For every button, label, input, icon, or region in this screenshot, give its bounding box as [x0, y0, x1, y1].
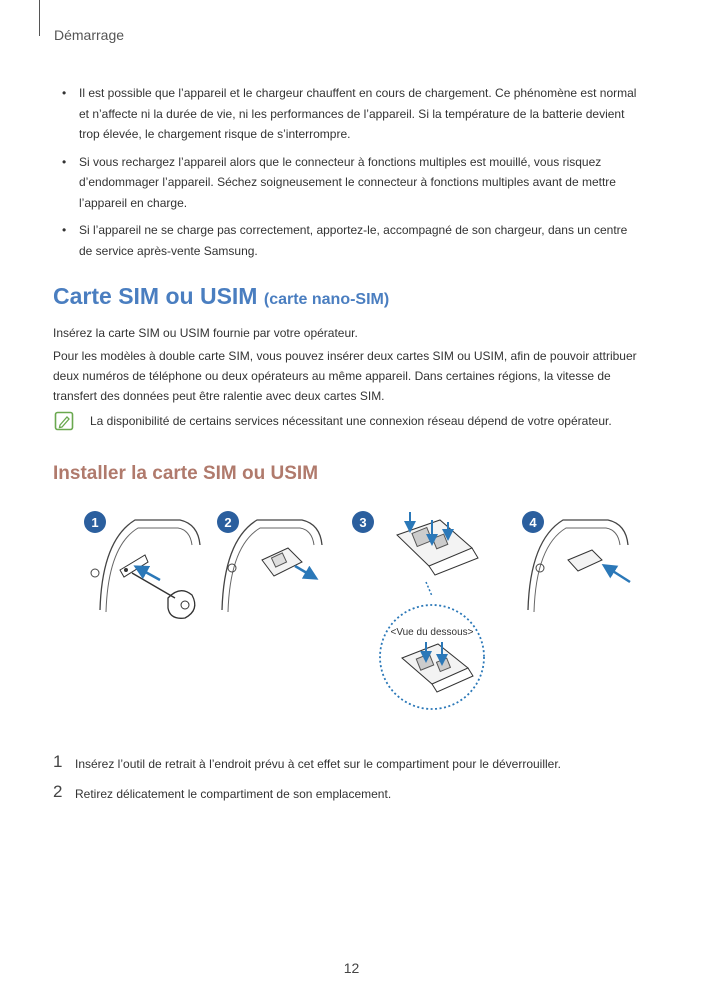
bottom-view-label: <Vue du dessous> — [390, 627, 474, 638]
step-item — [53, 752, 562, 772]
svg-text:4: 4 — [529, 515, 537, 530]
intro-paragraph: Insérez la carte SIM ou USIM fournie par votre opérateur. — [53, 326, 358, 340]
body-paragraph: Pour les modèles à double carte SIM, vous pouvez insérer deux cartes SIM ou USIM, afin de pouvoir attribuer deux numéros de téléphone ou deux opérateurs au même appareil. Dans certaines régions, la vitesse de transfert des données peut être ralentie avec deux cartes SIM. — [53, 349, 637, 403]
step-number: 1 — [53, 752, 63, 771]
step-marker-4 — [522, 511, 544, 533]
step-text: Insérez l’outil de retrait à l’endroit prévu à cet effet sur le compartiment pour le déverrouiller. — [75, 757, 562, 771]
step-list — [53, 752, 562, 816]
section-title-main: Carte SIM ou USIM — [53, 283, 258, 309]
phone-edge-step-4 — [528, 520, 628, 612]
sim-installation-illustration — [40, 500, 660, 730]
push-arrow — [608, 568, 630, 582]
phone-edge-step-2 — [222, 520, 322, 612]
ejection-pin — [132, 573, 195, 618]
note-text: La disponibilité de certains services nécessitant une connexion réseau dépend de votre opérateur. — [90, 414, 612, 428]
note-icon — [54, 411, 74, 431]
page-number: 12 — [343, 960, 360, 976]
bullet-list — [62, 83, 642, 268]
bullet-dot: • — [62, 223, 67, 237]
bullet-item — [62, 83, 642, 145]
svg-text:3: 3 — [359, 515, 367, 530]
phone-edge-step-1 — [91, 520, 200, 612]
bullet-dot: • — [62, 86, 67, 100]
pull-arrow — [295, 566, 312, 576]
svg-text:2: 2 — [224, 515, 232, 530]
insert-arrow — [140, 569, 160, 580]
header-rule — [39, 0, 40, 36]
sim-tray-step-3 — [397, 520, 478, 575]
bullet-item — [62, 220, 642, 261]
step-marker-1 — [84, 511, 106, 533]
header-title: Démarrage — [54, 27, 125, 43]
bullet-text: Il est possible que l’appareil et le chargeur chauffent en cours de chargement. Ce phénomène est normal et n’affecte ni la durée de vie, ni les performances de l’appareil. Si la température de la batterie devient trop élevée, le chargement risque de s’interrompre. — [79, 86, 637, 141]
bullet-text: Si l’appareil ne se charge pas correctement, apportez-le, accompagné de son chargeur, dans un centre de service après-vente Samsung. — [79, 223, 628, 258]
section-title — [53, 283, 389, 310]
bullet-item — [62, 152, 642, 214]
step-number: 2 — [53, 782, 63, 801]
step-marker-2 — [217, 511, 239, 533]
bullet-dot: • — [62, 154, 67, 169]
subsection-title: Installer la carte SIM ou USIM — [53, 463, 319, 484]
step-marker-3 — [352, 511, 374, 533]
sim-tray-bottom-view — [402, 644, 473, 692]
bullet-text: Si vous rechargez l’appareil alors que le connecteur à fonctions multiples est mouillé, vous risquez d’endommager l’appareil. Séchez soigneusement le connecteur à fonctions multiples avant de mettre l’appareil en charge. — [79, 154, 616, 210]
callout-pointer — [426, 582, 432, 596]
step-item — [53, 782, 561, 802]
step-text: Retirez délicatement le compartiment de son emplacement. — [75, 787, 392, 801]
svg-text:1: 1 — [91, 515, 99, 530]
section-title-sub: (carte nano-SIM) — [263, 291, 390, 308]
